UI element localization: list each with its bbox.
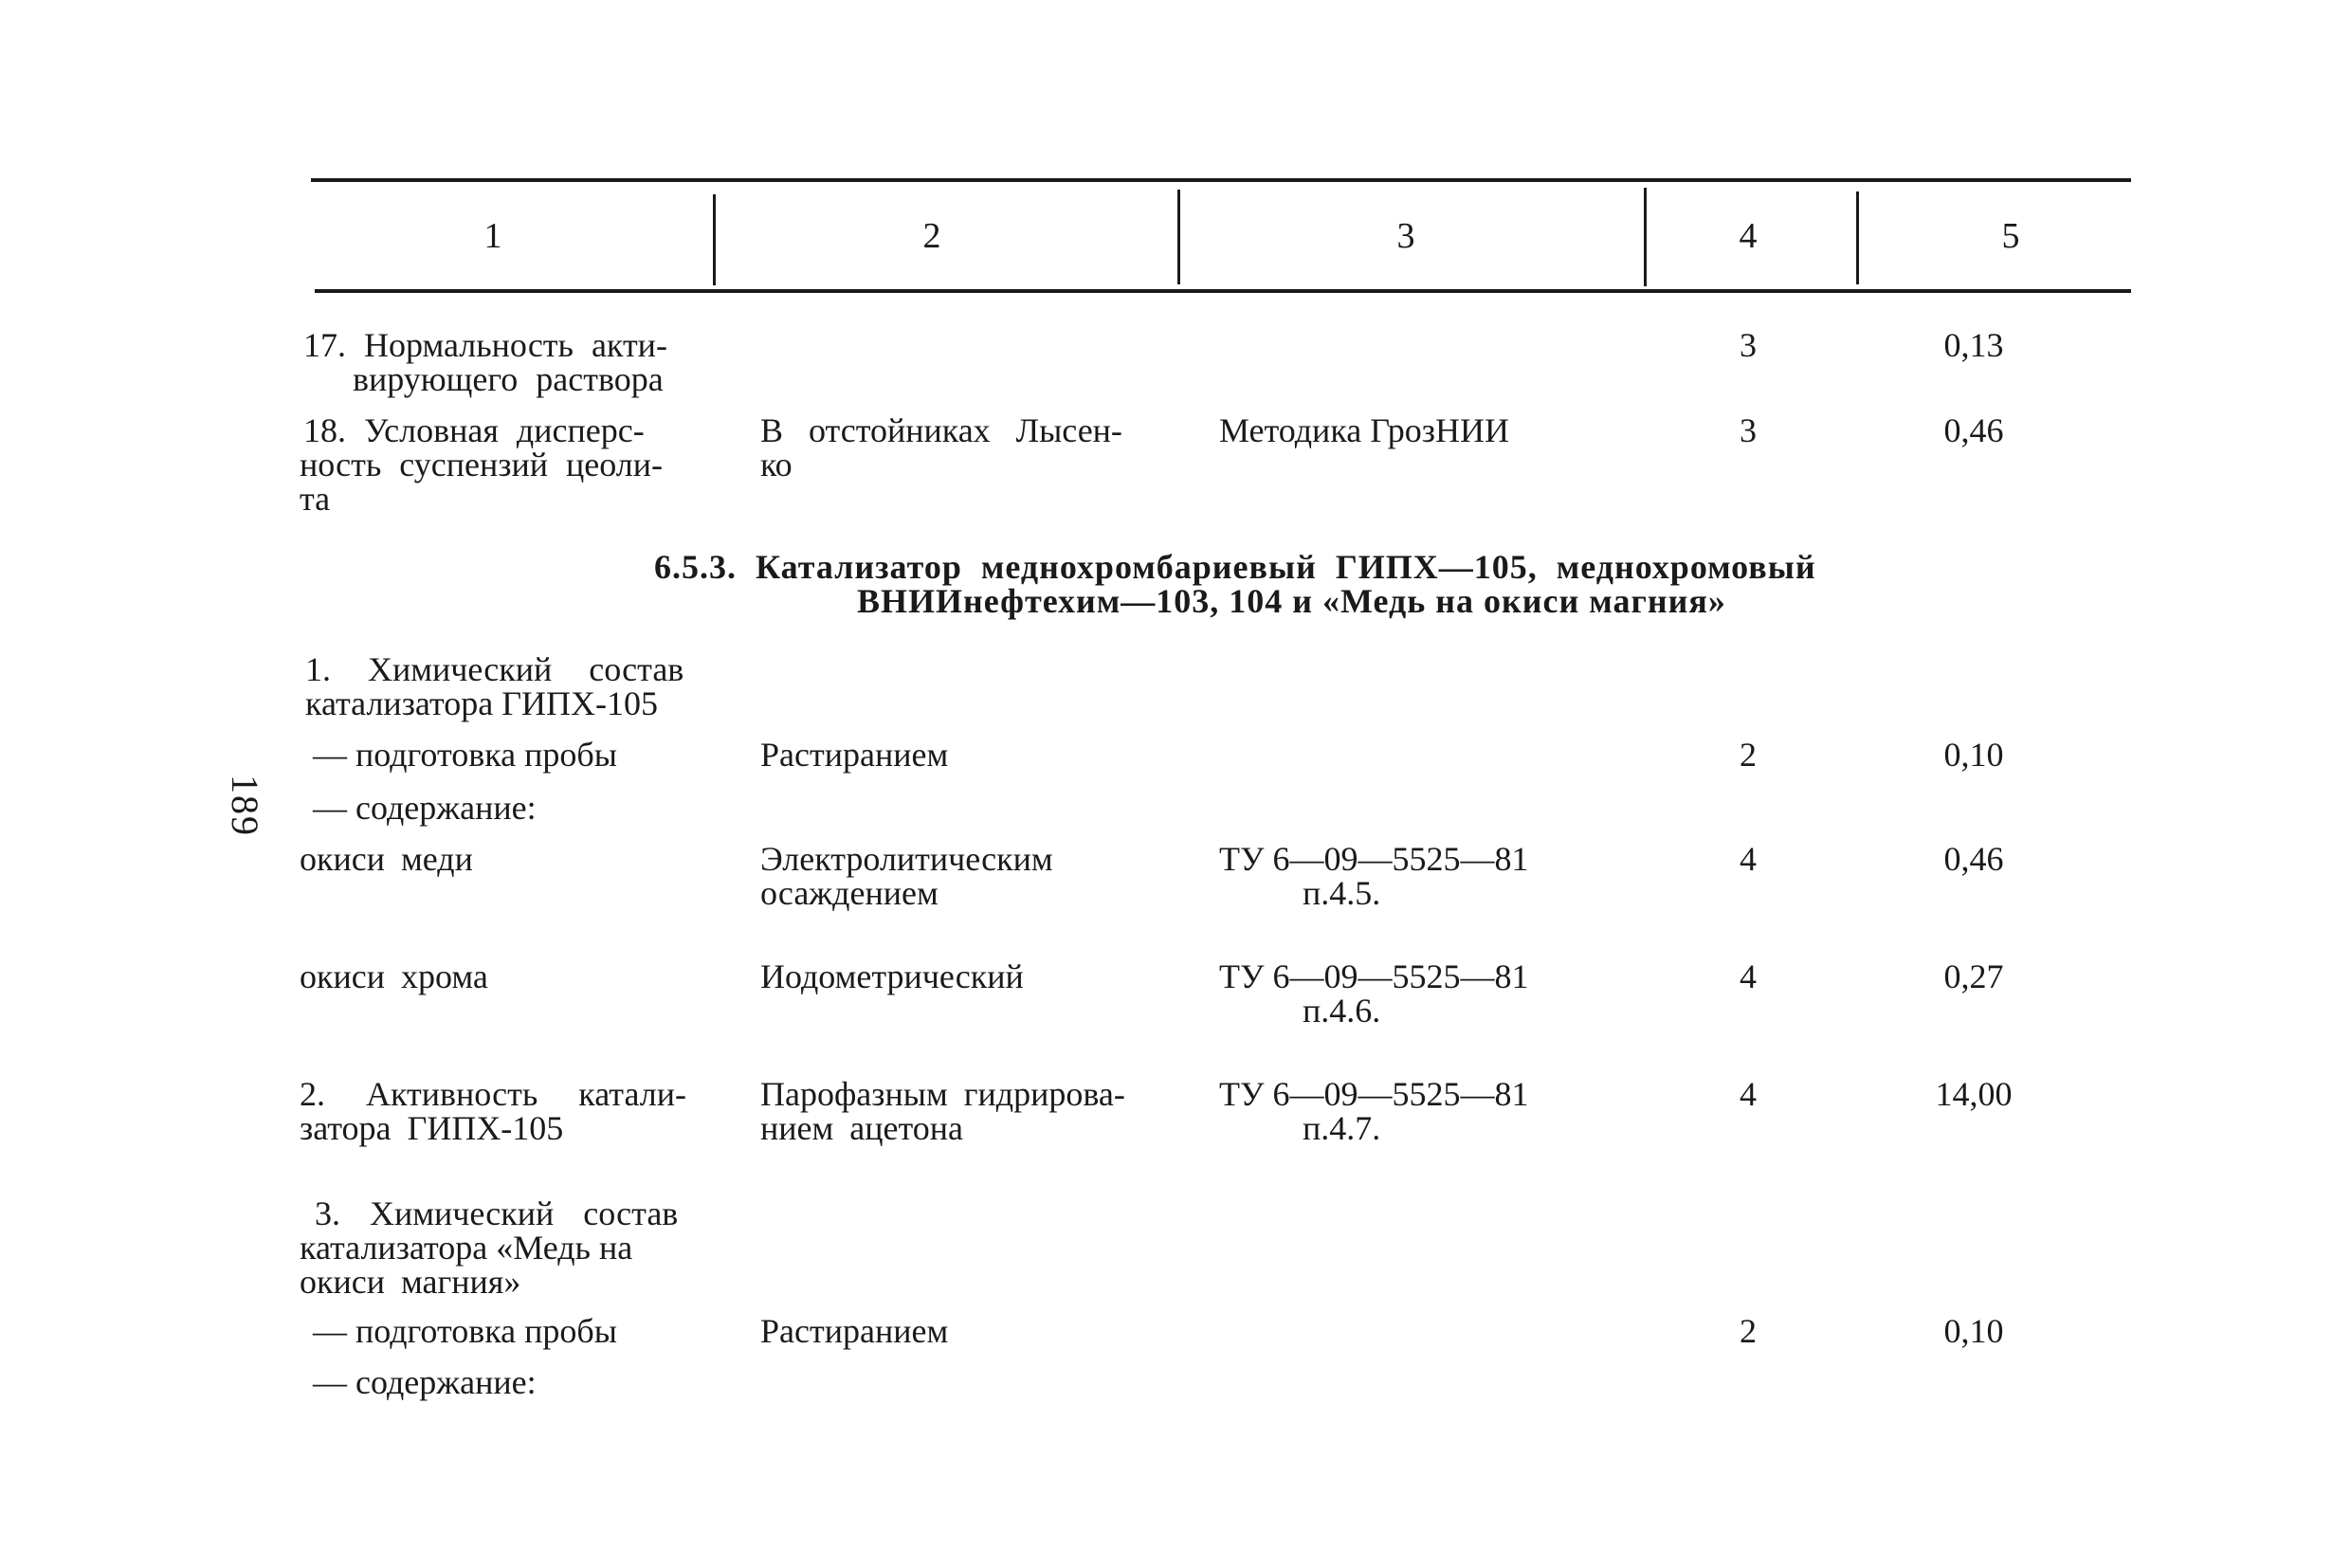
- column-header-5: 5: [2001, 216, 2020, 256]
- table-header-bottom-rule: [315, 289, 2131, 293]
- item-1-prep-col4: 2: [1740, 736, 1757, 774]
- item-3-title-line1: 3. Химический состав: [315, 1194, 679, 1232]
- item-2-col4: 4: [1740, 1075, 1757, 1113]
- chromium-oxide-reference-line2: п.4.6.: [1303, 992, 1381, 1030]
- copper-oxide-method-line2: осаждением: [760, 874, 939, 912]
- row-18-name-line3: та: [300, 480, 331, 518]
- copper-oxide-col4: 4: [1740, 840, 1757, 878]
- item-2-col5: 14,00: [1935, 1075, 2013, 1113]
- chromium-oxide-col5: 0,27: [1943, 957, 2004, 995]
- chromium-oxide-label: окиси хрома: [300, 957, 488, 995]
- item-2-method-line1: Парофазным гидрирова-: [760, 1075, 1125, 1113]
- column-divider-4: [1856, 191, 1859, 284]
- item-2-reference-line1: ТУ 6—09—5525—81: [1219, 1075, 1529, 1113]
- row-18-reference: Методика ГрозНИИ: [1219, 411, 1509, 449]
- item-3-content-label: — содержание:: [313, 1363, 537, 1401]
- copper-oxide-col5: 0,46: [1943, 840, 2004, 878]
- item-1-prep-label: — подготовка пробы: [313, 736, 617, 774]
- row-18-name-line2: ность суспензий цеоли-: [300, 446, 664, 483]
- section-title-line2: ВНИИнефтехим—103, 104 и «Медь на окиси магния»: [857, 582, 1726, 620]
- copper-oxide-reference-line1: ТУ 6—09—5525—81: [1219, 840, 1529, 878]
- item-3-prep-col4: 2: [1740, 1312, 1757, 1350]
- item-3-title-line2: катализатора «Медь на: [300, 1229, 633, 1267]
- item-2-reference-line2: п.4.7.: [1303, 1109, 1381, 1147]
- row-18-col4: 3: [1740, 411, 1757, 449]
- copper-oxide-method-line1: Электролитическим: [760, 840, 1053, 878]
- column-divider-2: [1177, 190, 1180, 284]
- row-18-col5: 0,46: [1943, 411, 2004, 449]
- chromium-oxide-col4: 4: [1740, 957, 1757, 995]
- item-3-title-line3: окиси магния»: [300, 1263, 521, 1301]
- column-header-2: 2: [922, 216, 941, 256]
- table-top-rule: [311, 178, 2131, 182]
- item-1-prep-method: Растиранием: [760, 736, 949, 774]
- copper-oxide-reference-line2: п.4.5.: [1303, 874, 1381, 912]
- chromium-oxide-method: Иодометрический: [760, 957, 1024, 995]
- row-17-col5: 0,13: [1943, 326, 2004, 364]
- copper-oxide-label: окиси меди: [300, 840, 473, 878]
- row-18-name-line1: 18. Условная дисперс-: [303, 411, 645, 449]
- row-18-method-line2: ко: [760, 446, 793, 483]
- row-17-col4: 3: [1740, 326, 1757, 364]
- item-1-title-line2: катализатора ГИПХ-105: [305, 684, 658, 722]
- column-divider-3: [1644, 188, 1647, 286]
- column-header-1: 1: [483, 216, 502, 256]
- item-3-prep-col5: 0,10: [1943, 1312, 2004, 1350]
- item-1-title-line1: 1. Химический состав: [305, 650, 684, 688]
- item-2-method-line2: нием ацетона: [760, 1109, 964, 1147]
- section-title-line1: 6.5.3. Катализатор меднохромбариевый ГИПХ—105, меднохромовый: [654, 548, 1816, 586]
- item-3-prep-label: — подготовка пробы: [313, 1312, 617, 1350]
- item-1-prep-col5: 0,10: [1943, 736, 2004, 774]
- item-2-name-line1: 2. Активность катали-: [300, 1075, 686, 1113]
- row-17-name-line1: 17. Нормальность акти-: [303, 326, 667, 364]
- row-17-name-line2: вирующего раствора: [353, 360, 664, 398]
- chromium-oxide-reference-line1: ТУ 6—09—5525—81: [1219, 957, 1529, 995]
- item-2-name-line2: затора ГИПХ-105: [300, 1109, 564, 1147]
- column-divider-1: [713, 194, 716, 285]
- column-header-3: 3: [1396, 216, 1415, 256]
- row-18-method-line1: В отстойниках Лысен-: [760, 411, 1122, 449]
- column-header-4: 4: [1739, 216, 1758, 256]
- page-number: 189: [224, 775, 266, 837]
- item-3-prep-method: Растиранием: [760, 1312, 949, 1350]
- item-1-content-label: — содержание:: [313, 789, 537, 827]
